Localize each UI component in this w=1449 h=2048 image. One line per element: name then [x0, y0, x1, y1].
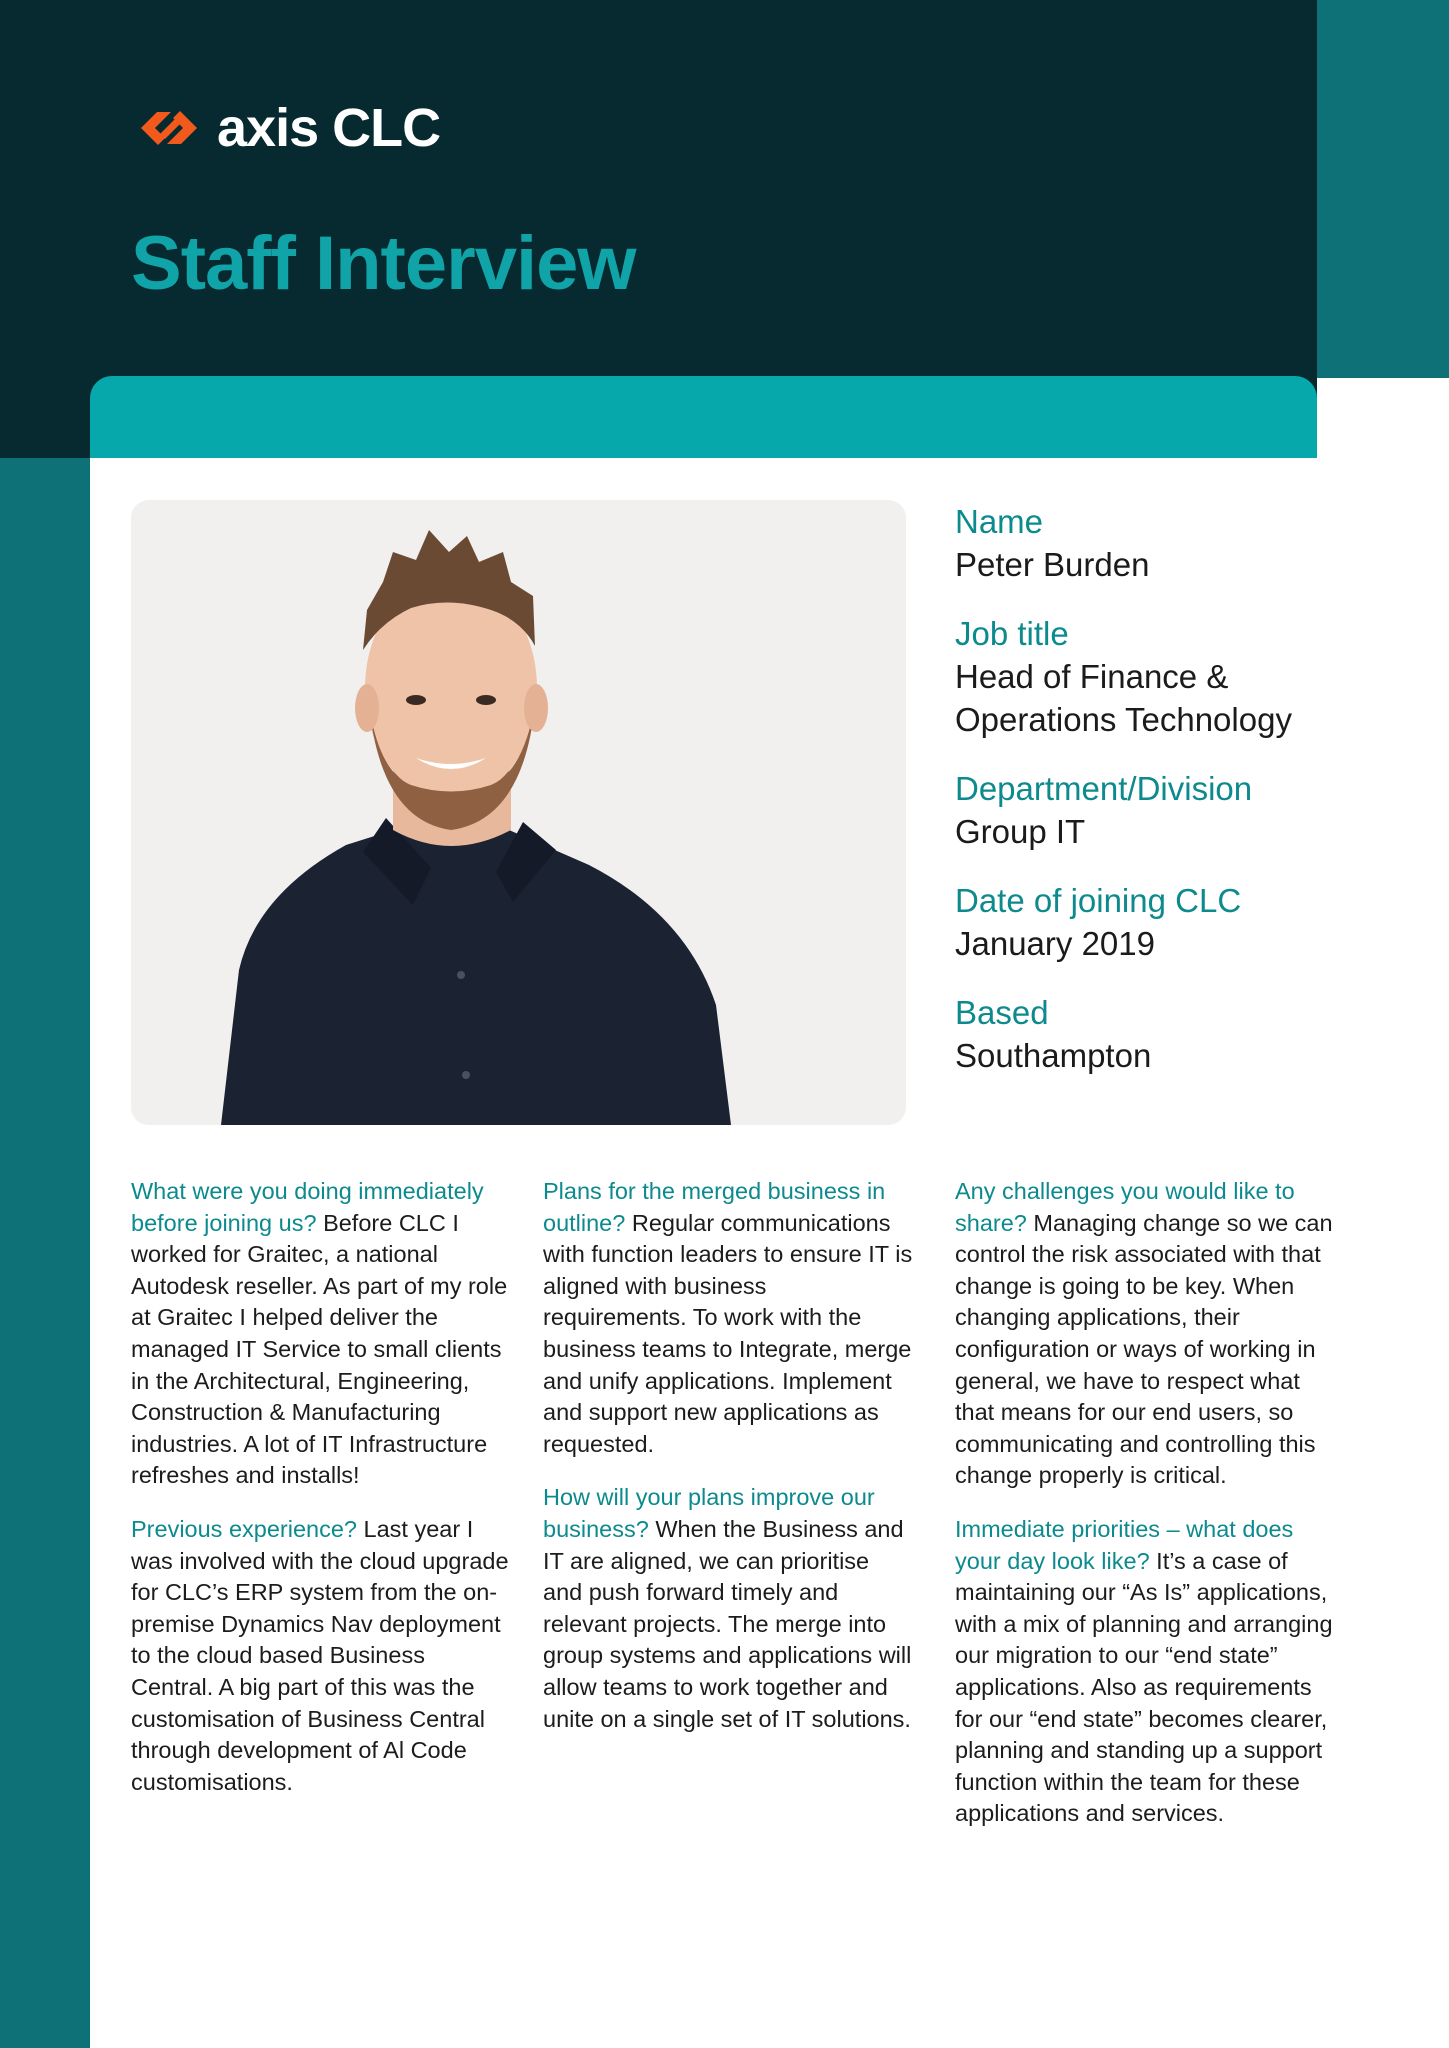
qa-paragraph: [543, 1482, 913, 1735]
job-title-label: Job title: [955, 615, 1069, 652]
answer-text: It’s a case of maintaining our “As Is” applications, with a mix of planning and arranging our migration to our “end state” applications. Also as requirements for our “end state” becomes clearer, planning and standing up a support function within the team for these applications and services.: [955, 1547, 1333, 1827]
qa-paragraph: [955, 1514, 1335, 1830]
question-text: Immediate priorities – what does your day look like?: [955, 1515, 1294, 1574]
department-label: Department/Division: [955, 770, 1253, 807]
profile-join-date: [955, 879, 1355, 965]
name-label: Name: [955, 503, 1044, 540]
answer-text: Last year I was involved with the cloud upgrade for CLC’s ERP system from the on-premise Dynamics Nav deployment to the cloud based Business Central. A big part of this was the customisation of Business Central through development of Al Code customisations.: [131, 1515, 509, 1795]
question-text: What were you doing immediately before joining us?: [131, 1178, 484, 1236]
name-value: Peter Burden: [955, 546, 1150, 583]
profile-details: [955, 500, 1355, 1103]
based-value: Southampton: [955, 1037, 1152, 1074]
profile-job-title: [955, 612, 1355, 741]
join-date-value: January 2019: [955, 925, 1155, 962]
staff-photo: [131, 500, 906, 1125]
column-2: [543, 1176, 913, 1757]
profile-based: [955, 991, 1355, 1077]
question-text: Plans for the merged business in outline?: [543, 1178, 886, 1236]
brand-name: axis CLC: [217, 98, 441, 158]
question-text: How will your plans improve our business?: [543, 1484, 875, 1542]
qa-paragraph: [955, 1176, 1335, 1492]
portrait-photo: [131, 500, 906, 1125]
department-value: Group IT: [955, 813, 1086, 850]
answer-text: Before CLC I worked for Graitec, a national Autodesk reseller. As part of my role at Graitec I helped deliver the managed IT Service to small clients in the Architectural, Engineering, Construction & Manufacturing industries. A lot of IT Infrastructure refreshes and installs!: [131, 1209, 508, 1489]
brand-logo: [131, 100, 440, 156]
answer-text: When the Business and IT are aligned, we can prioritise and push forward timely and relevant projects. The merge into group systems and applications will allow teams to work together and unite on a single set of IT solutions.: [543, 1515, 912, 1732]
qa-paragraph: [131, 1514, 511, 1798]
based-label: Based: [955, 994, 1049, 1031]
job-title-value-line1: Head of Finance &: [955, 658, 1229, 695]
column-1: [131, 1176, 511, 1820]
right-teal-band: [1316, 0, 1449, 378]
join-date-label: Date of joining CLC: [955, 882, 1242, 919]
answer-text: Managing change so we can control the risk associated with that change is going to be key. When changing applications, their configuration or ways of working in general, we have to respect what that means for our end users, so communicating and controlling this change properly is critical.: [955, 1209, 1333, 1489]
column-3: [955, 1176, 1335, 1852]
question-text: Any challenges you would like to share?: [955, 1178, 1295, 1236]
page-title: Staff Interview: [131, 221, 636, 306]
qa-paragraph: [543, 1176, 913, 1460]
answer-text: Regular communications with function leaders to ensure IT is aligned with business requirements. To work with the business teams to Integrate, merge and unify applications. Implement and support new applications as requested.: [543, 1209, 913, 1457]
profile-department: [955, 767, 1355, 853]
qa-paragraph: [131, 1176, 511, 1492]
axis-logo-icon: [131, 100, 207, 156]
profile-name: [955, 500, 1355, 586]
header-accent-bar: [90, 376, 1317, 458]
question-text: Previous experience?: [131, 1515, 357, 1542]
job-title-value-line2: Operations Technology: [955, 701, 1292, 738]
